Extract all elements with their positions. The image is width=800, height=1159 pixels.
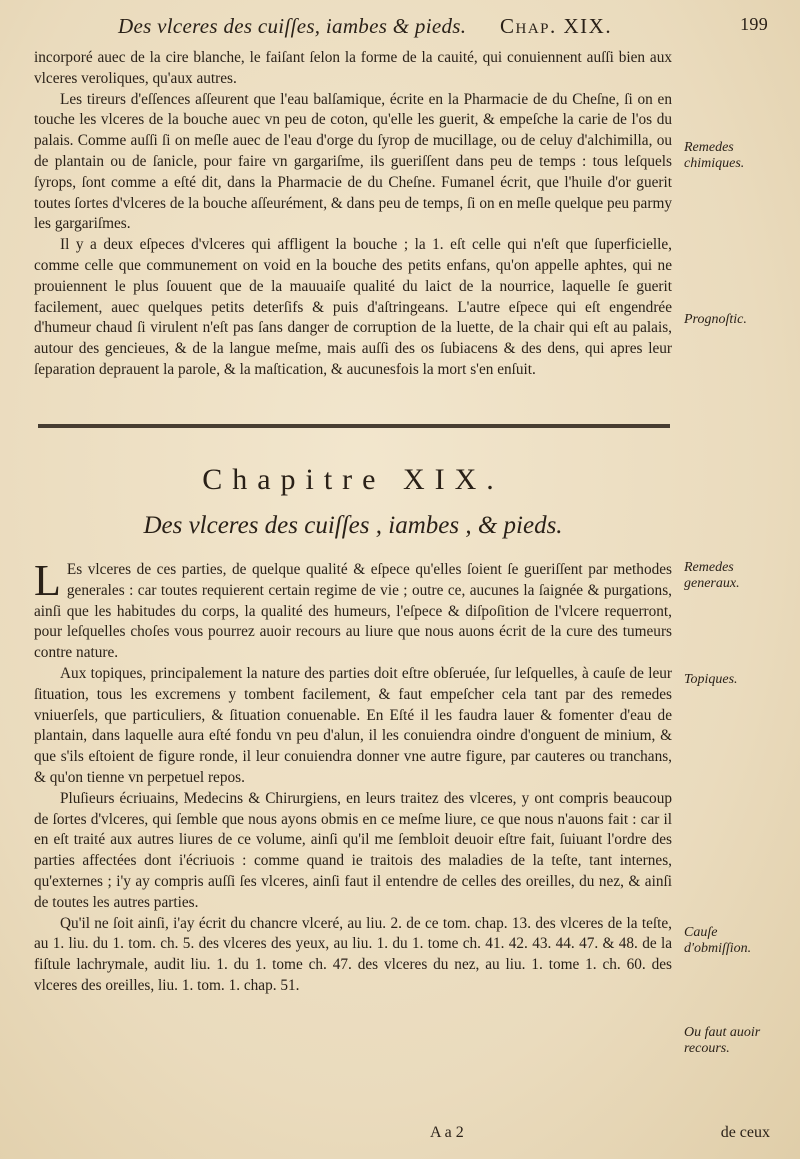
paragraph: Pluſieurs écriuains, Medecins & Chirurgiens, en leurs traitez des vlceres, y ont compris beaucoup de ſortes d'vlceres, qui ſemble que nous ayons obmis en ce meſme liure, ce que nous n'auons fait : car il en eſt traité aux autres liures de ce volume, ainſi qu'il me ſembloit deuoir eſtre fait, ſuiuant l'ordre des parties affectées dont i'écriuois : comme quand ie traitois des maladies de la teſte, tant internes, qu'externes ; i'y ay compris auſſi ſes vlceres, ainſi faut il entendre de celles des oreilles, du nez, & ainſi de toutes les autres parties. (34, 789, 672, 911)
paragraph: Les tireurs d'eſſences aſſeurent que l'eau balſamique, écrite en la Pharmacie de du Cheſne, ſi on en touche les vlceres de la bouche auec vn peu de coton, qu'elle les guerit, & empeſche la carie de l'os du palais. Comme auſſi ſi on meſle auec de l'eau d'orge du ſyrop de mucillage, ou de celuy d'alchimilla, ou de plantain ou de ſanicle, pour faire vn gargariſme, ils gueriſſent dans peu de temps : tous leſquels ſyrops, ſont comme a eſté dit, dans la Pharmacie de du Cheſne. Fumanel écrit, que l'huile d'or guerit toutes ſortes d'vlceres de la bouche aſſeurément, & dans peu de temps, ſi on en meſle quelque peu parmy les gargariſmes. (34, 90, 672, 233)
margin-note-recours: Ou faut auoir recours. (684, 1025, 761, 1056)
catchword: de ceux (720, 1124, 770, 1141)
drop-cap: L (34, 556, 61, 605)
header-chapter: Chap. XIX. (500, 14, 613, 38)
page-number: 199 (740, 14, 768, 34)
chapter-heading: Chapitre XIX. (202, 463, 504, 496)
signature-mark: A a 2 (430, 1124, 464, 1141)
chapter-subtitle (0, 512, 706, 540)
chapter-subtitle-text: Des vlceres des cuiſſes , iambes , & pieds. (143, 512, 563, 539)
bottom-text-block (34, 556, 672, 997)
section-divider (38, 424, 670, 428)
paragraph: Aux topiques, principalement la nature des parties doit eſtre obſeruée, ſur leſquelles, à cauſe de leur ſituation, tous les excremens y tombent facilement, & faut empeſcher cela tant par des remedes vniuerſels, que particuliers, & ſituation conuenable. En Eſté il les faudra lauer & fomenter d'eau de plantain, dans laquelle aura eſté fondu vn peu d'alun, il les conuiendra oindre d'onguent de minium, & que s'ils eſtoient de figure ronde, il leur conuiendra donner vne autre figure, par cauteres ou tranchans, & qu'on tienne vn perpetuel repos. (34, 664, 672, 786)
margin-note-remedes-generaux: Remedes generaux. (684, 560, 740, 591)
paragraph-first (34, 556, 672, 664)
paragraph: Qu'il ne ſoit ainſi, i'ay écrit du chancre vlceré, au liu. 2. de ce tom. chap. 13. des vlceres de la teſte, au 1. liu. du 1. tom. ch. 5. des vlceres des yeux, au liu. 1. du 1. tome ch. 41. 42. 43. 44. 47. & 48. de la fiſtule lachrymale, audit liu. 1. du 1. tome ch. 47. des vlceres du nez, au liu. 1. tome 1. ch. 60. des vlceres des oreilles, liu. 1. tom. 1. chap. 51. (34, 914, 672, 994)
paragraph: incorporé auec de la cire blanche, le faiſant ſelon la forme de la cauité, qui conuiennent auſſi bien aux vlceres veroliques, qu'aux autres. (34, 49, 672, 87)
margin-note-cause-obmission: Cauſe d'obmiſſion. (684, 925, 752, 956)
paragraph-first-text: Es vlceres de ces parties, de quelque qualité & eſpece qu'elles ſoient ſe gueriſſent par methodes generales : car toutes requierent certain regime de vie ; outre ce, aucunes la ſaignée & purgations, ainſi que les habitudes du corps, la qualité des humeurs, l'eſpece & diſpoſition de l'vlcere requerront, pour leſquelles choſes vous pourrez auoir recours au liure que nous auons écrit de la cure des tumeurs contre nature. (34, 561, 672, 662)
header-title: Des vlceres des cuiſſes, iambes & pieds. (118, 14, 467, 38)
running-header (118, 14, 768, 44)
margin-note-remedes-chimiques: Remedes chimiques. (684, 140, 745, 171)
paragraph: Il y a deux eſpeces d'vlceres qui affligent la bouche ; la 1. eſt celle qui n'eſt que ſuperficielle, comme celle que communement on void en la bouche des petits enfans, qu'on appelle aphtes, qui ne prouiennent le plus ſouuent que de la mauuaiſe qualité du laict de la nourrice, laquelle ſe guerit facilement, auec quelques petits deterſifs & puis d'aſtringeans. L'autre eſpece qui eſt engendrée d'humeur chaud ſi virulent n'eſt pas ſans danger de corruption de la luette, de la chair qui eſt au palais, autour des gencieues, & de la langue meſme, mais auſſi des os ſubiacens & des dens, qui apres leur ſeparation deprauent la parole, & la maſtication, & aucunesfois la mort s'en enſuit. (34, 236, 672, 378)
top-text-block (34, 48, 672, 381)
margin-note-prognostic: Prognoſtic. (684, 312, 747, 327)
margin-note-topiques: Topiques. (684, 672, 738, 687)
